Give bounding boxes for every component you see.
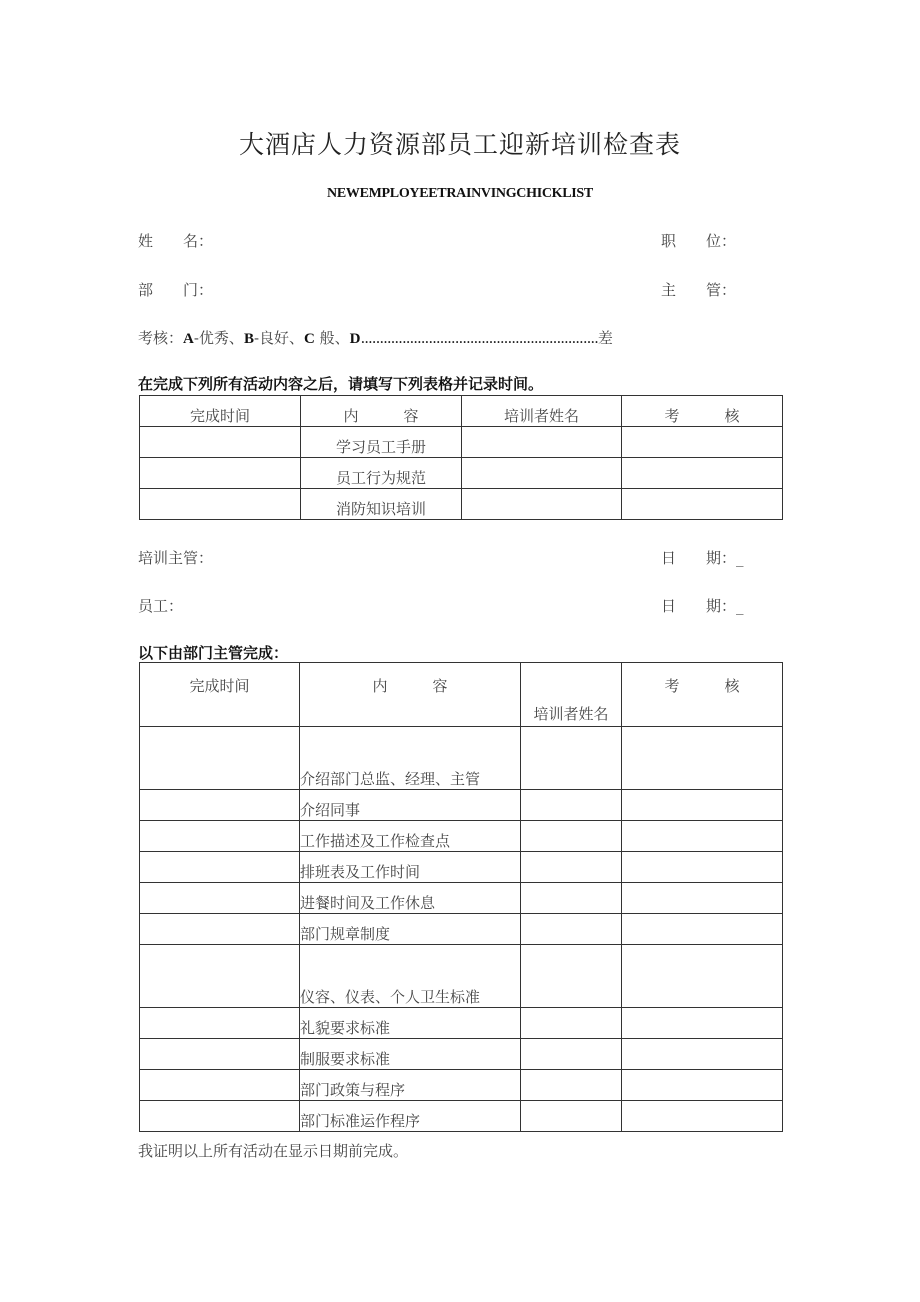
grade-d-text: 差: [597, 329, 613, 347]
trainer-cell[interactable]: [521, 852, 622, 883]
trainer-cell[interactable]: [521, 727, 622, 790]
grade-cell[interactable]: [622, 1070, 783, 1101]
time-cell[interactable]: [140, 883, 300, 914]
supervisor-label: 主 管：: [661, 281, 737, 299]
time-cell[interactable]: [140, 945, 300, 1008]
grade-cell[interactable]: [622, 427, 783, 458]
grade-prefix: 考核：: [138, 329, 184, 347]
trainer-cell[interactable]: [521, 914, 622, 945]
grade-b: B: [243, 331, 254, 347]
header-trainer: 培训者姓名: [521, 663, 622, 727]
table-row: [140, 1008, 783, 1039]
table-header-row: [140, 396, 783, 427]
header-trainer: 培训者姓名: [462, 396, 622, 427]
activity-table: [139, 395, 783, 520]
content-cell: 员工行为规范: [301, 458, 462, 489]
section2-note: 以下由部门主管完成：: [138, 644, 289, 662]
training-supervisor-label: 培训主管：: [138, 549, 214, 567]
grade-cell[interactable]: [622, 883, 783, 914]
trainer-cell[interactable]: [521, 883, 622, 914]
time-cell[interactable]: [140, 1039, 300, 1070]
trainer-cell[interactable]: [462, 427, 622, 458]
department-table: [139, 662, 783, 1132]
content-cell: 制服要求标准: [300, 1039, 521, 1070]
grade-cell[interactable]: [622, 1101, 783, 1132]
grade-cell[interactable]: [622, 821, 783, 852]
trainer-cell[interactable]: [462, 489, 622, 520]
content-cell: 仪容、仪表、个人卫生标准: [300, 945, 521, 1008]
trainer-cell[interactable]: [462, 458, 622, 489]
header-grade: 考 核: [622, 663, 783, 727]
section1-note: 在完成下列所有活动内容之后，请填写下列表格并记录时间。: [138, 375, 544, 393]
time-cell[interactable]: [140, 727, 300, 790]
header-content: 内 容: [301, 396, 462, 427]
content-cell: 介绍同事: [300, 790, 521, 821]
table-row: [140, 1101, 783, 1132]
department-label: 部 门：: [138, 281, 214, 299]
time-cell[interactable]: [140, 458, 301, 489]
table-row: [140, 1070, 783, 1101]
header-time: 完成时间: [140, 663, 300, 727]
grade-c: C: [304, 331, 315, 347]
grade-c-text: 般、: [314, 329, 350, 347]
grade-cell[interactable]: [622, 727, 783, 790]
grade-cell[interactable]: [622, 852, 783, 883]
table-row: [140, 458, 783, 489]
grade-a: A: [183, 331, 194, 347]
header-time: 完成时间: [140, 396, 301, 427]
position-label: 职 位：: [661, 232, 737, 250]
content-cell: 消防知识培训: [301, 489, 462, 520]
table-row: [140, 852, 783, 883]
table-row: [140, 914, 783, 945]
header-content: 内 容: [300, 663, 521, 727]
table-row: [140, 727, 783, 790]
header-grade: 考 核: [622, 396, 783, 427]
grade-cell[interactable]: [622, 1039, 783, 1070]
grade-d: D: [349, 331, 361, 347]
grade-cell[interactable]: [622, 489, 783, 520]
grade-a-text: -优秀、: [193, 329, 244, 347]
content-cell: 礼貌要求标准: [300, 1008, 521, 1039]
page-title: 大酒店人力资源部员工迎新培训检查表: [238, 130, 681, 159]
content-cell: 进餐时间及工作休息: [300, 883, 521, 914]
date-label-2: 日 期：_: [661, 597, 744, 615]
trainer-cell[interactable]: [521, 821, 622, 852]
time-cell[interactable]: [140, 489, 301, 520]
table-row: [140, 790, 783, 821]
employee-label: 员工：: [138, 597, 184, 615]
time-cell[interactable]: [140, 821, 300, 852]
time-cell[interactable]: [140, 852, 300, 883]
content-cell: 部门规章制度: [300, 914, 521, 945]
certification-statement: 我证明以上所有活动在显示日期前完成。: [138, 1142, 409, 1160]
trainer-cell[interactable]: [521, 1039, 622, 1070]
trainer-cell[interactable]: [521, 945, 622, 1008]
time-cell[interactable]: [140, 1070, 300, 1101]
time-cell[interactable]: [140, 790, 300, 821]
content-cell: 学习员工手册: [301, 427, 462, 458]
grade-cell[interactable]: [622, 1008, 783, 1039]
time-cell[interactable]: [140, 1101, 300, 1132]
trainer-cell[interactable]: [521, 1008, 622, 1039]
table-header-row: [140, 663, 783, 727]
table-row: [140, 821, 783, 852]
trainer-cell[interactable]: [521, 790, 622, 821]
time-cell[interactable]: [140, 1008, 300, 1039]
page-subtitle: NEWEMPLOYEETRAINVINGCHICKLIST: [327, 186, 593, 201]
trainer-cell[interactable]: [521, 1101, 622, 1132]
content-cell: 部门标准运作程序: [300, 1101, 521, 1132]
table-row: [140, 427, 783, 458]
name-label: 姓 名：: [138, 232, 214, 250]
table-row: [140, 945, 783, 1008]
grade-cell[interactable]: [622, 945, 783, 1008]
date-label: 日 期：_: [661, 549, 744, 567]
grade-d-dots: ...............................................................: [360, 329, 598, 347]
table-row: [140, 1039, 783, 1070]
content-cell: 工作描述及工作检查点: [300, 821, 521, 852]
content-cell: 部门政策与程序: [300, 1070, 521, 1101]
content-cell: 排班表及工作时间: [300, 852, 521, 883]
content-cell: 介绍部门总监、经理、主管: [300, 727, 521, 790]
table-row: [140, 489, 783, 520]
grade-cell[interactable]: [622, 790, 783, 821]
grade-cell[interactable]: [622, 458, 783, 489]
grade-b-text: -良好、: [253, 329, 305, 347]
table-row: [140, 883, 783, 914]
grade-legend: [138, 327, 613, 348]
trainer-cell[interactable]: [521, 1070, 622, 1101]
grade-cell[interactable]: [622, 914, 783, 945]
time-cell[interactable]: [140, 914, 300, 945]
time-cell[interactable]: [140, 427, 301, 458]
